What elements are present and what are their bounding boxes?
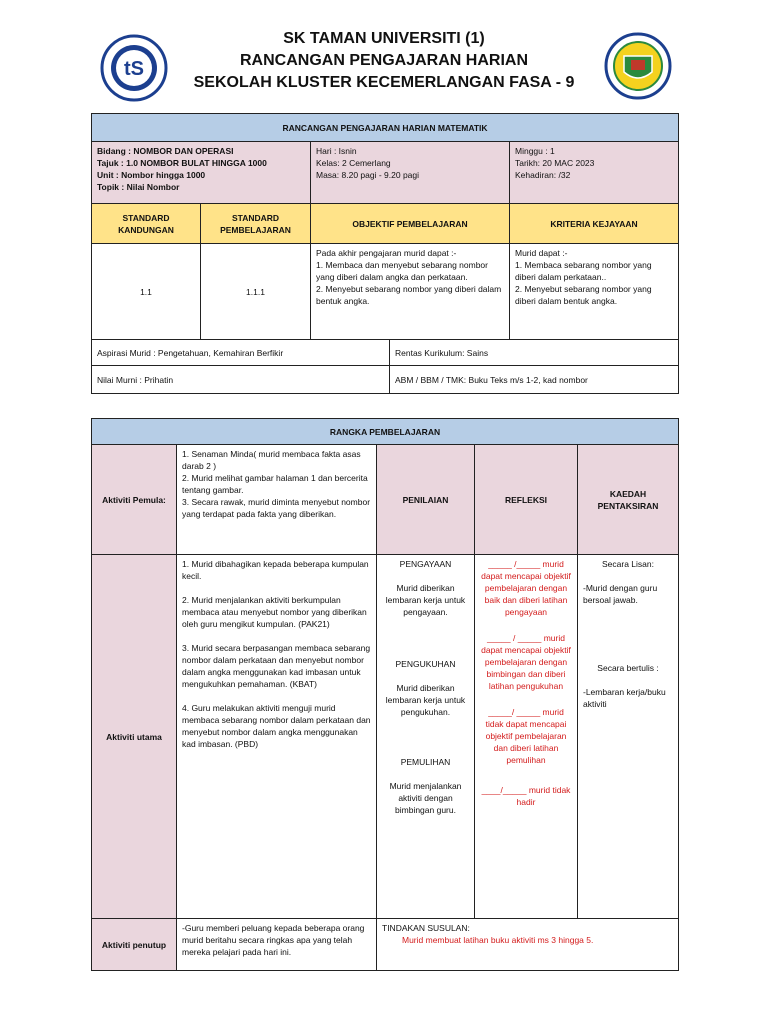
objektif-cell xyxy=(311,244,510,340)
kaedah-bertulis-title: Secara bertulis : xyxy=(597,663,659,673)
objektif-item: 2. Menyebut sebarang nombor yang diberi dalam bentuk angka. xyxy=(316,284,502,306)
info-date xyxy=(510,142,679,204)
info-tarikh: Tarikh: 20 MAC 2023 xyxy=(515,158,595,168)
kriteria-cell xyxy=(510,244,679,340)
header-kriteria: KRITERIA KEJAYAAN xyxy=(510,204,679,244)
objektif-intro: Pada akhir pengajaran murid dapat :- xyxy=(316,248,457,258)
header-kaedah: KAEDAH PENTAKSIRAN xyxy=(578,445,679,555)
penilaian-pengukuhan-title: PENGUKUHAN xyxy=(395,659,456,669)
header-objektif: OBJEKTIF PEMBELAJARAN xyxy=(311,204,510,244)
objektif-item: 1. Membaca dan menyebut sebarang nombor yang diberi dalam angka dan perkataan. xyxy=(316,260,488,282)
utama-item: 2. Murid menjalankan aktiviti berkumpulan membaca atau menyebut nombor yang diberikan oleh guru mengikut kumpulan. (PAK21) xyxy=(182,595,367,629)
info-masa: Masa: 8.20 pagi - 9.20 pagi xyxy=(316,170,420,180)
document-subtitle: SEKOLAH KLUSTER KECEMERLANGAN FASA - 9 xyxy=(193,74,575,91)
school-name: SK TAMAN UNIVERSITI (1) xyxy=(283,30,485,47)
kaedah-lisan-text: -Murid dengan guru bersoal jawab. xyxy=(583,583,658,605)
penilaian-pengukuhan-text: Murid diberikan lembaran kerja untuk pengukuhan. xyxy=(385,683,466,717)
refleksi-cell xyxy=(475,555,578,919)
aktiviti-utama-cell xyxy=(177,555,377,919)
info-hari: Hari : Isnin xyxy=(316,146,357,156)
info-subject xyxy=(92,142,311,204)
rangka-heading: RANGKA PEMBELAJARAN xyxy=(92,419,679,445)
standard-kandungan-value: 1.1 xyxy=(92,244,201,340)
refleksi-pengukuhan: _____ / _____ murid dapat mencapai objektif pembelajaran dengan bimbingan dan diberi latihan pengukuhan xyxy=(481,633,571,691)
refleksi-pengayaan: _____ /_____ murid dapat mencapai objektif pembelajaran dengan baik dan diberi latihan pengayaan xyxy=(481,559,571,617)
header-standard-pembelajaran: STANDARD PEMBELAJARAN xyxy=(201,204,311,244)
penilaian-cell xyxy=(377,555,475,919)
tindakan-susulan-cell xyxy=(377,919,679,971)
tindakan-susulan-text: Murid membuat latihan buku aktiviti ms 3 hingga 5. xyxy=(402,935,594,945)
info-bidang: Bidang : NOMBOR DAN OPERASI xyxy=(97,146,234,156)
kaedah-cell xyxy=(578,555,679,919)
nilai-murni: Nilai Murni : Prihatin xyxy=(92,366,390,394)
info-minggu: Minggu : 1 xyxy=(515,146,555,156)
header-penilaian: PENILAIAN xyxy=(377,445,475,555)
refleksi-pemulihan: _____/ _____ murid tidak dapat mencapai objektif pembelajaran dan diberi latihan pemulihan xyxy=(485,707,567,765)
info-schedule xyxy=(311,142,510,204)
aktiviti-pemula-cell xyxy=(177,445,377,555)
kriteria-item: 2. Menyebut sebarang nombor yang diberi dalam bentuk angka. xyxy=(515,284,652,306)
info-kehadiran: Kehadiran: /32 xyxy=(515,170,571,180)
tindakan-susulan-label: TINDAKAN SUSULAN: xyxy=(382,923,470,933)
school-logo-left xyxy=(100,34,168,102)
pemula-item: 1. Senaman Minda( murid membaca fakta asas darab 2 ) xyxy=(182,449,361,471)
info-tajuk: Tajuk : 1.0 NOMBOR BULAT HINGGA 1000 xyxy=(97,158,267,168)
standard-pembelajaran-value: 1.1.1 xyxy=(201,244,311,340)
svg-text:tS: tS xyxy=(124,58,144,80)
document-title: RANCANGAN PENGAJARAN HARIAN xyxy=(239,52,528,69)
rangka-table xyxy=(91,418,679,971)
kaedah-lisan-title: Secara Lisan: xyxy=(602,559,654,569)
penilaian-pengayaan-text: Murid diberikan lembaran kerja untuk pengayaan. xyxy=(385,583,466,617)
info-topik: Topik : Nilai Nombor xyxy=(97,182,180,192)
aktiviti-pemula-label: Aktiviti Pemula: xyxy=(92,445,177,555)
pemula-item: 2. Murid melihat gambar halaman 1 dan bercerita tentang gambar. xyxy=(182,473,368,495)
penilaian-pengayaan-title: PENGAYAAN xyxy=(399,559,452,569)
kaedah-bertulis-text: -Lembaran kerja/buku aktiviti xyxy=(583,687,666,709)
aktiviti-utama-label: Aktiviti utama xyxy=(92,555,177,919)
rentas-kurikulum: Rentas Kurikulum: Sains xyxy=(390,340,679,366)
refleksi-tidak-hadir: ____/_____ murid tidak hadir xyxy=(481,785,571,807)
plan-table xyxy=(91,113,679,394)
info-unit: Unit : Nombor hingga 1000 xyxy=(97,170,206,180)
aktiviti-penutup-text: -Guru memberi peluang kepada beberapa orang murid beritahu secara ringkas apa yang telah mereka pelajari pada hari ini. xyxy=(177,919,377,971)
header-standard-kandungan: STANDARD KANDUNGAN xyxy=(92,204,201,244)
penilaian-pemulihan-text: Murid menjalankan aktiviti dengan bimbingan guru. xyxy=(389,781,462,815)
aspirasi-murid: Aspirasi Murid : Pengetahuan, Kemahiran Berfikir xyxy=(92,340,390,366)
kriteria-intro: Murid dapat :- xyxy=(515,248,568,258)
pemula-item: 3. Secara rawak, murid diminta menyebut nombor yang terdapat pada fakta yang diberikan. xyxy=(182,497,371,519)
plan-heading: RANCANGAN PENGAJARAN HARIAN MATEMATIK xyxy=(92,114,679,142)
penilaian-pemulihan-title: PEMULIHAN xyxy=(400,757,451,767)
header-refleksi: REFLEKSI xyxy=(475,445,578,555)
utama-item: 1. Murid dibahagikan kepada beberapa kumpulan kecil. xyxy=(182,559,369,581)
kriteria-item: 1. Membaca sebarang nombor yang diberi dalam perkataan.. xyxy=(515,260,652,282)
utama-item: 3. Murid secara berpasangan membaca sebarang nombor dalam perkataan dan menyebut nombor dalam angka menggunakan kad imbasan untuk mengukuhkan pemahaman. (KBAT) xyxy=(182,643,371,689)
aktiviti-penutup-label: Aktiviti penutup xyxy=(92,919,177,971)
info-kelas: Kelas: 2 Cemerlang xyxy=(316,158,391,168)
abm-bbm-tmk: ABM / BBM / TMK: Buku Teks m/s 1-2, kad nombor xyxy=(390,366,679,394)
school-logo-right xyxy=(604,32,672,100)
utama-item: 4. Guru melakukan aktiviti menguji murid membaca sebarang nombor dalam perkataan dan menyebut nombor dalam angka menggunakan kad imbasan. (PBD) xyxy=(182,703,371,749)
